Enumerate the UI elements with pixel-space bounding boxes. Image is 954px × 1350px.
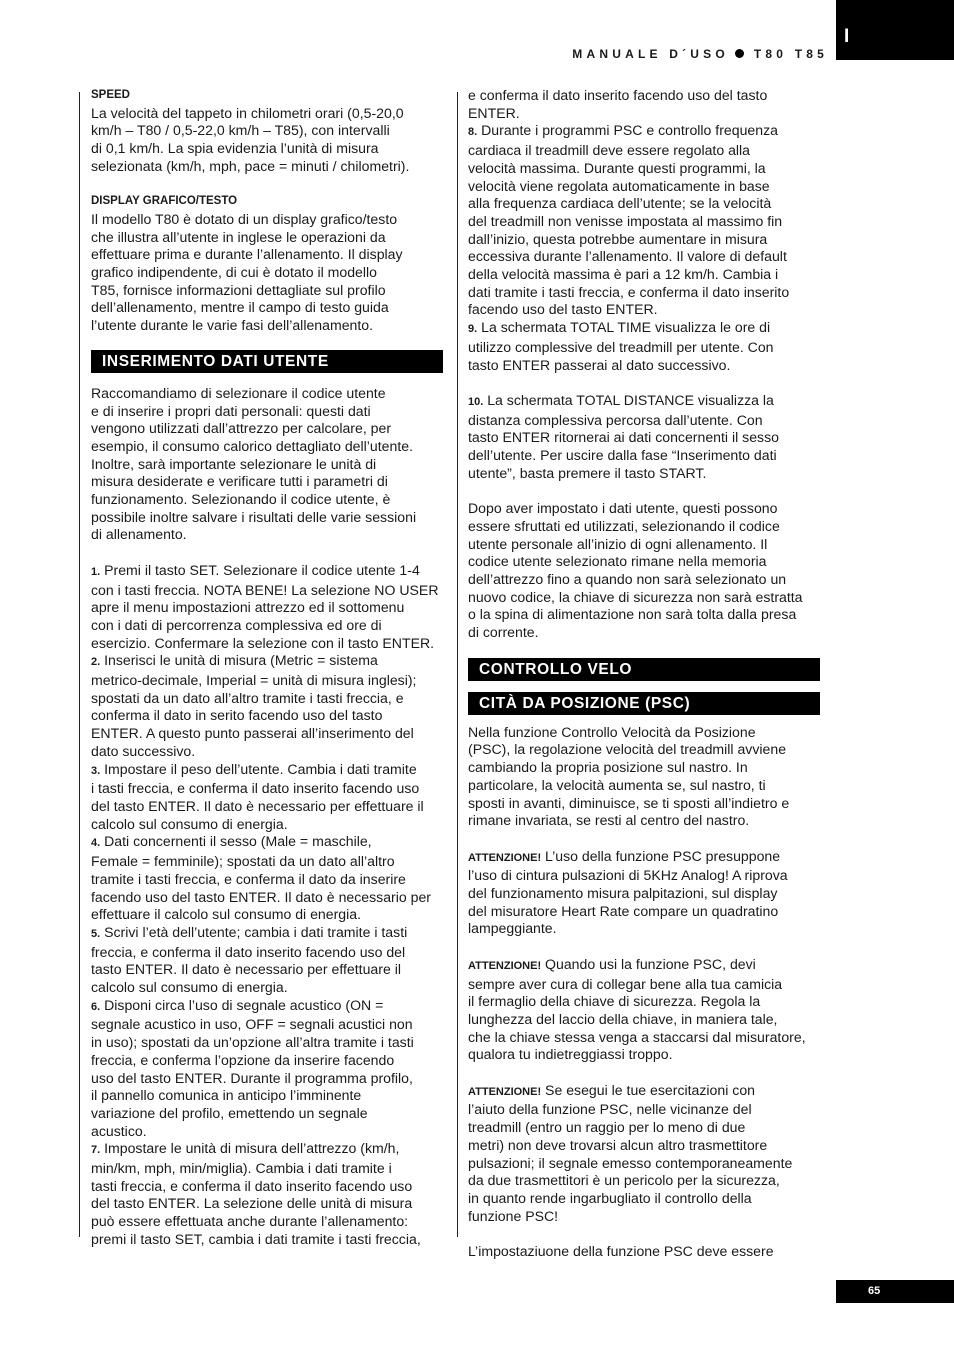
warning-2-line: lunghezza del laccio della chiave, in maniera tale,	[468, 1010, 778, 1027]
warning-3-line: metri) non deve trovarsi alcun altro trasmettitore	[468, 1136, 768, 1153]
step-8-line: velocità massima. Durante questi programmi, la	[468, 159, 766, 176]
step-number: 6.	[91, 1000, 101, 1013]
column-rule-middle	[457, 92, 458, 1237]
step-10-line: dell’utente. Per uscire dalla fase “Inserimento dati	[468, 447, 777, 464]
step-number: 8.	[468, 126, 478, 139]
intro-line: e di inserire i propri dati personali: questi dati	[91, 402, 371, 419]
step-8-line: eccessiva durante l’allenamento. Il valore di default	[468, 248, 787, 265]
warning-3-line: l’aiuto della funzione PSC, nelle vicinanze del	[468, 1101, 752, 1118]
warning-3-line: da due trasmettitori è un pericolo per la sicurezza,	[468, 1172, 780, 1189]
step-2-line: metrico-decimale, Imperial = unità di misura inglesi);	[91, 672, 417, 689]
step-number: 7.	[91, 1144, 101, 1157]
psc-line: (PSC), la regolazione velocità del treadmill avviene	[468, 741, 787, 758]
section-heading-user-data: INSERIMENTO DATI UTENTE	[91, 350, 443, 373]
step-5-line: tasto ENTER. Il dato è necessario per effettuare il	[91, 961, 401, 978]
warning-label: ATTENZIONE!	[468, 959, 542, 972]
section-heading-psc-1: CONTROLLO VELO	[468, 658, 820, 681]
intro-line: di allenamento.	[91, 526, 187, 543]
step-5-line: 5. Scrivi l’età dell’utente; cambia i dati tramite i tasti	[91, 923, 408, 940]
page-number-box	[836, 1280, 954, 1303]
section-heading-psc-2: CITÀ DA POSIZIONE (PSC)	[468, 692, 820, 715]
step-8-line: dall’inizio, questa potrebbe aumentare in misura	[468, 230, 768, 247]
step-number: 1.	[91, 565, 101, 578]
step-4-line: facendo uso del tasto ENTER. Il dato è necessario per	[91, 888, 432, 905]
intro-line: Raccomandiamo di selezionare il codice utente	[91, 384, 386, 401]
display-line: T85, fornisce informazioni dettagliate sul profilo	[91, 281, 386, 298]
right-column	[468, 87, 820, 1261]
display-line: l’utente durante le varie fasi dell’allenamento.	[91, 317, 374, 334]
step-6-line: acustico.	[91, 1122, 147, 1139]
warning-2-line: il fermaglio della chiave di sicurezza. Regola la	[468, 993, 761, 1010]
step-8-line: cardiaca il treadmill deve essere regolato alla	[468, 142, 751, 159]
step-10-line: utente”, basta premere il tasto START.	[468, 464, 707, 481]
step-2-line: spostati da un dato all’altro tramite i tasti freccia, e	[91, 689, 404, 706]
step-4-line: Female = femminile); spostati da un dato all’altro	[91, 853, 395, 870]
column-rule-left	[79, 92, 80, 1237]
after-line: nuovo codice, la chiave di sicurezza non sarà estratta	[468, 588, 803, 605]
speed-line: La velocità del tappeto in chilometri orari (0,5-20,0	[91, 104, 404, 121]
psc-line: rimane invariata, se resti al centro del nastro.	[468, 812, 750, 829]
psc-line: sposti in avanti, diminuisce, se ti sposti all’indietro e	[468, 794, 790, 811]
step-6-line: 6. Disponi circa l’uso di segnale acustico (ON =	[91, 996, 384, 1013]
step-6-line: in uso); spostati da un’opzione all’altra tramite i tasti	[91, 1034, 414, 1051]
display-line: che illustra all’utente in inglese le operazioni da	[91, 228, 386, 245]
step-number: 3.	[91, 764, 101, 777]
intro-line: funzionamento. Selezionando il codice utente, è	[91, 491, 391, 508]
after-line: codice utente selezionato rimane nella memoria	[468, 553, 767, 570]
step-8-line: dati tramite i tasti freccia, e conferma il dato inserito	[468, 283, 790, 300]
step-8-line: 8. Durante i programmi PSC e controllo frequenza	[468, 122, 778, 139]
step-8-line: facendo uso del tasto ENTER.	[468, 301, 658, 318]
page-number: 65	[868, 1285, 881, 1297]
continued-line: ENTER.	[468, 104, 520, 121]
warning-label: ATTENZIONE!	[468, 851, 542, 864]
step-10-line: distanza complessiva percorsa dall’utente. Con	[468, 411, 763, 428]
warning-label: ATTENZIONE!	[468, 1085, 542, 1098]
speed-line: di 0,1 km/h. La spia evidenzia l’unità di misura	[91, 140, 379, 157]
step-2-line: dato successivo.	[91, 742, 196, 759]
step-number: 10.	[468, 395, 484, 408]
warning-1-line: l’uso di cintura pulsazioni di 5KHz Analog! A riprova	[468, 867, 788, 884]
language-tab-label: I	[844, 26, 850, 47]
step-1-line: con i dati di percorrenza complessiva ed ore di	[91, 616, 382, 633]
step-6-line: uso del tasto ENTER. Durante il programma profilo,	[91, 1069, 413, 1086]
warning-2-line: sempre aver cura di collegar bene alla tua camicia	[468, 975, 783, 992]
step-3-line: calcolo sul consumo di energia.	[91, 815, 288, 832]
intro-line: misura desiderate e verificare tutti i parametri di	[91, 473, 388, 490]
step-3-line: 3. Impostare il peso dell’utente. Cambia i dati tramite	[91, 760, 417, 777]
display-line: effettuare prima e durante l’allenamento. Il display	[91, 246, 403, 263]
step-2-line: ENTER. A questo punto passerai all’inserimento del	[91, 725, 414, 742]
warning-3-line: funzione PSC!	[468, 1207, 559, 1224]
manual-title: MANUALE D´USO	[572, 47, 729, 61]
step-1-line: esercizio. Confermare la selezione con il tasto ENTER.	[91, 634, 435, 651]
step-9-line: tasto ENTER passerai al dato successivo.	[468, 356, 731, 373]
step-6-line: freccia, e conferma l’opzione da inserire facendo	[91, 1051, 395, 1068]
after-line: essere sfruttati ed utilizzati, selezionando il codice	[468, 517, 780, 534]
warning-3-line: in quanto rende ingarbugliato il controllo della	[468, 1190, 752, 1206]
step-6-line: segnale acustico in uso, OFF = segnali acustici non	[91, 1016, 413, 1033]
warning-3-line: treadmill (entro un raggio per lo meno di due	[468, 1119, 746, 1136]
speed-heading: SPEED	[91, 89, 130, 101]
after-line: di corrente.	[468, 624, 539, 641]
step-8-line: della velocità massima è pari a 12 km/h. Cambia i	[468, 266, 779, 283]
step-number: 4.	[91, 837, 101, 850]
intro-line: possibile inoltre salvare i risultati delle varie sessioni	[91, 508, 417, 525]
step-7-line: del tasto ENTER. La selezione delle unità di misura	[91, 1195, 413, 1212]
step-1-line: 1. Premi il tasto SET. Selezionare il codice utente 1-4	[91, 561, 420, 578]
warning-1-line: ATTENZIONE! L’uso della funzione PSC presuppone	[468, 847, 781, 864]
last-line: L’impostaziuone della funzione PSC deve essere	[468, 1243, 774, 1260]
warning-1-line: del misuratore Heart Rate compare un quadratino	[468, 902, 779, 919]
step-3-line: del tasto ENTER. Il dato è necessario per effettuare il	[91, 797, 424, 814]
step-5-line: freccia, e conferma il dato inserito facendo uso del	[91, 943, 406, 960]
step-8-line: del treadmill non venisse impostata al massimo fin	[468, 212, 783, 229]
display-heading: DISPLAY GRAFICO/TESTO	[91, 195, 238, 208]
step-2-line: conferma il dato in serito facendo uso del tasto	[91, 707, 383, 724]
intro-line: Inoltre, sarà importante selezionare le unità di	[91, 455, 377, 472]
psc-line: particolare, la velocità aumenta se, sul nastro, ti	[468, 776, 766, 793]
warning-2-line: qualora tu indietreggiassi troppo.	[468, 1046, 673, 1063]
step-1-line: apre il menu impostazioni attrezzo ed il sottomenu	[91, 599, 405, 616]
left-column	[91, 87, 443, 1249]
step-10-line: 10. La schermata TOTAL DISTANCE visualizza la	[468, 391, 774, 408]
after-line: utente personale all’inizio di ogni allenamento. Il	[468, 535, 768, 552]
step-4-line: effettuare il calcolo sul consumo di energia.	[91, 906, 362, 923]
warning-2-line: che la chiave stessa venga a staccarsi dal misuratore,	[468, 1028, 806, 1045]
display-line: Il modello T80 è dotato di un display grafico/testo	[91, 210, 398, 227]
step-number: 5.	[91, 927, 101, 940]
step-7-line: tasti freccia, e conferma il dato inserito facendo uso	[91, 1177, 413, 1194]
display-line: dell’allenamento, mentre il campo di testo guida	[91, 299, 389, 316]
running-header	[572, 47, 828, 61]
step-4-line: tramite i tasti freccia, e conferma il dato da inserire	[91, 870, 406, 887]
step-8-line: velocità viene regolata automaticamente in base	[468, 177, 770, 194]
step-5-line: calcolo sul consumo di energia.	[91, 979, 288, 996]
step-7-line: 7. Impostare le unità di misura dell’attrezzo (km/h,	[91, 1140, 400, 1157]
model-names: T80 T85	[753, 47, 828, 61]
step-7-line: può essere effettuata anche durante l’allenamento:	[91, 1213, 409, 1230]
display-line: grafico indipendente, di cui è dotato il modello	[91, 264, 377, 281]
warning-2-line: ATTENZIONE! Quando usi la funzione PSC, devi	[468, 955, 756, 972]
after-line: o la spina di alimentazione non sarà tolta dalla presa	[468, 606, 797, 623]
step-9-line: utilizzo complessive del treadmill per utente. Con	[468, 338, 774, 355]
step-number: 9.	[468, 323, 478, 336]
step-2-line: 2. Inserisci le unità di misura (Metric = sistema	[91, 652, 378, 669]
speed-line: km/h – T80 / 0,5-22,0 km/h – T85), con intervalli	[91, 122, 390, 139]
step-8-line: alla frequenza cardiaca dell’utente; se la velocità	[468, 195, 772, 212]
step-7-line: premi il tasto SET, cambia i dati tramite i tasti freccia,	[91, 1230, 421, 1247]
step-10-line: tasto ENTER ritornerai ai dati concernenti il sesso	[468, 429, 779, 446]
step-6-line: variazione del profilo, emettendo un segnale	[91, 1104, 368, 1121]
language-tab	[836, 0, 954, 60]
intro-line: esempio, il consumo calorico dettagliato dell’utente.	[91, 437, 413, 454]
step-1-line: con i tasti freccia. NOTA BENE! La selezione NO USER	[91, 581, 439, 598]
warning-3-line: ATTENZIONE! Se esegui le tue esercitazioni con	[468, 1081, 756, 1098]
warning-1-line: lampeggiante.	[468, 920, 557, 937]
psc-line: Nella funzione Controllo Velocità da Posizione	[468, 723, 756, 740]
step-3-line: i tasti freccia, e conferma il dato inserito facendo uso	[91, 780, 420, 797]
psc-line: cambiando la propria posizione sul nastro. In	[468, 759, 748, 776]
warning-1-line: del funzionamento misura palpitazioni, sul display	[468, 885, 778, 902]
after-line: Dopo aver impostato i dati utente, questi possono	[468, 500, 778, 517]
intro-line: vengono utilizzati dall’attrezzo per calcolare, per	[91, 420, 392, 437]
step-4-line: 4. Dati concernenti il sesso (Male = maschile,	[91, 833, 372, 850]
warning-3-line: pulsazioni; il segnale emesso contemporaneamente	[468, 1154, 793, 1171]
step-6-line: il pannello comunica in anticipo l’imminente	[91, 1087, 362, 1104]
speed-line: selezionata (km/h, mph, pace = minuti / chilometri).	[91, 157, 410, 174]
bullet-dot-icon	[735, 49, 744, 58]
step-9-line: 9. La schermata TOTAL TIME visualizza le ore di	[468, 319, 771, 336]
step-7-line: min/km, mph, min/miglia). Cambia i dati tramite i	[91, 1160, 392, 1177]
after-line: dell’attrezzo fino a quando non sarà selezionato un	[468, 570, 787, 587]
step-number: 2.	[91, 656, 101, 669]
continued-line: e conferma il dato inserito facendo uso del tasto	[468, 87, 768, 103]
